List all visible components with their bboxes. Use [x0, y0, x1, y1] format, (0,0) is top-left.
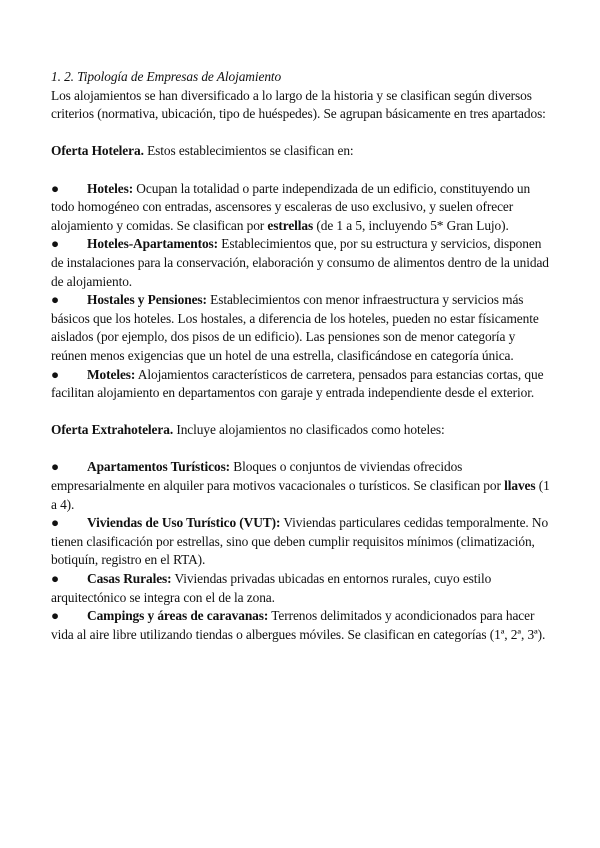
bullet-icon: ● — [51, 608, 59, 624]
bullet-icon: ● — [51, 180, 59, 196]
bullet-icon: ● — [51, 515, 59, 531]
hotelera-paragraph — [51, 142, 553, 161]
bullet-icon: ● — [51, 571, 59, 587]
list-item-term: Casas Rurales: — [87, 571, 172, 587]
list-item-term: Campings y áreas de caravanas: — [87, 608, 269, 624]
list-item-term: Apartamentos Turísticos: — [87, 459, 231, 475]
bullet-icon: ● — [51, 366, 59, 382]
spacer — [51, 124, 553, 143]
list-item-term: Moteles: — [87, 366, 136, 382]
list-item-term: Hostales y Pensiones: — [87, 292, 207, 308]
hotelera-title: Oferta Hotelera. — [51, 143, 144, 159]
extrahotelera-paragraph — [51, 421, 553, 440]
list-item-text: (1 a 4). — [51, 478, 550, 512]
list-item-hoteles-apartamentos — [51, 235, 553, 291]
list-item-text: (de 1 a 5, incluyendo 5* Gran Lujo). — [313, 217, 509, 233]
list-item-strong: estrellas — [267, 217, 314, 233]
list-item-term: Hoteles-Apartamentos: — [87, 236, 219, 252]
list-item-hoteles — [51, 180, 553, 236]
list-item-moteles — [51, 366, 553, 403]
list-item-apartamentos-turisticos — [51, 458, 553, 514]
list-item-term: Viviendas de Uso Turístico (VUT): — [87, 515, 281, 531]
spacer — [51, 161, 553, 180]
spacer — [51, 440, 553, 459]
section-heading: 1. 2. Tipología de Empresas de Alojamiento — [51, 69, 282, 84]
hotelera-text: Estos establecimientos se clasifican en: — [143, 143, 354, 159]
list-item-text: Viviendas privadas ubicadas en entornos rurales, cuyo estilo arquitectónico se integra con el de la zona. — [51, 571, 492, 605]
bullet-icon: ● — [51, 292, 59, 308]
list-item-viviendas-uso-turistico — [51, 514, 553, 570]
bullet-icon: ● — [51, 236, 59, 252]
list-item-text: Alojamientos característicos de carretera, pensados para estancias cortas, que facilitan alojamiento en departamentos con garaje y entrada independiente desde el exterior. — [51, 366, 544, 401]
list-item-text: Establecimientos con menor infraestructura y servicios más básicos que los hoteles. Los hostales, a diferencia de los hoteles, pueden no estar físicamente aislados (por ejemplo, dos pisos de un edificio). Las pensiones son de menor categoría y reúnen menos exigencias que un hotel de una estrella, clasificándose en categoría única. — [51, 292, 539, 363]
list-item-casas-rurales — [51, 570, 553, 607]
bullet-icon: ● — [51, 459, 59, 475]
list-item-text: Establecimientos que, por su estructura y servicios, disponen de instalaciones para la conservación, elaboración y consumo de alimentos dentro de la unidad de alojamiento. — [51, 236, 549, 289]
list-item-hostales-pensiones — [51, 291, 553, 365]
list-item-strong: llaves — [504, 478, 536, 494]
extrahotelera-title: Oferta Extrahotelera. — [51, 422, 174, 438]
list-item-text: Bloques o conjuntos de viviendas ofrecidos empresarialmente en alquiler para motivos vacacionales o turísticos. Se clasifican por — [51, 459, 505, 494]
list-item-text: Ocupan la totalidad o parte independizada de un edificio, constituyendo un todo homogéneo con entradas, ascensores y escaleras de uso exclusivo, y suelen ofrecer alojamiento y comidas. Se clasifican por — [51, 180, 531, 233]
spacer — [51, 403, 553, 422]
intro-paragraph: Los alojamientos se han diversificado a lo largo de la historia y se clasifican según diversos criterios (normativa, ubicación, tipo de huéspedes). Se agrupan básicamente en tres apartados: — [51, 87, 546, 122]
list-item-text: Terrenos delimitados y acondicionados para hacer vida al aire libre utilizando tiendas o albergues móviles. Se clasifican en categorías (1ª, 2ª, 3ª). — [51, 608, 546, 642]
document-page — [51, 68, 553, 644]
list-item-term: Hoteles: — [87, 180, 134, 196]
extrahotelera-text: Incluye alojamientos no clasificados como hoteles: — [173, 422, 445, 438]
list-item-text: Viviendas particulares cedidas temporalmente. No tienen clasificación por estrellas, sino que deben cumplir requisitos mínimos (climatización, botiquín, registro en el RTA). — [51, 515, 549, 568]
list-item-campings — [51, 607, 553, 644]
